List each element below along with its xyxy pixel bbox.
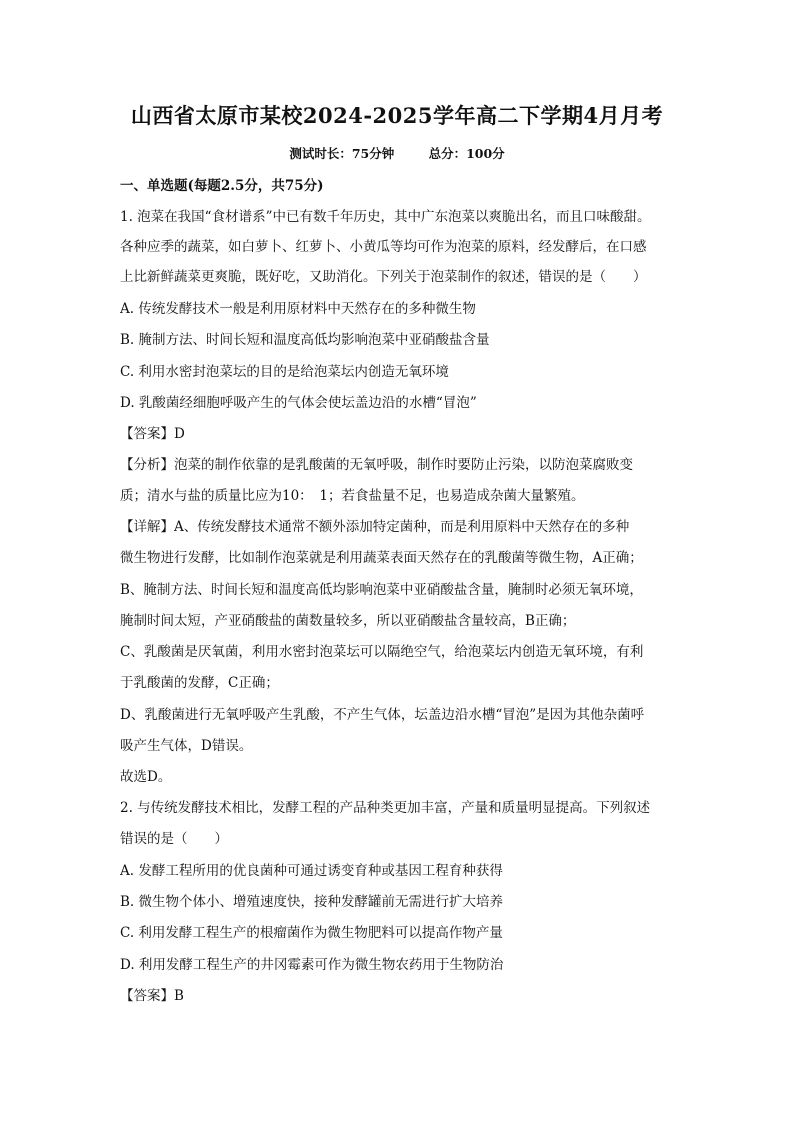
q2-option-d: D. 利用发酵工程生产的井冈霉素可作为微生物农药用于生物防治 bbox=[120, 957, 504, 973]
q1-detail-line: 【详解】A、传统发酵技术通常不额外添加特定菌种，而是利用原料中天然存在的多种 bbox=[120, 519, 630, 535]
q2-answer: 【答案】B bbox=[120, 988, 184, 1004]
q1-option-d: D. 乳酸菌经细胞呼吸产生的气体会使坛盖边沿的水槽“冒泡” bbox=[120, 395, 477, 411]
q1-stem-line: 上比新鲜蔬菜更爽脆，既好吃，又助消化。下列关于泡菜制作的叙述，错误的是（ ） bbox=[120, 269, 647, 285]
q2-stem-line: 错误的是（ ） bbox=[120, 831, 228, 847]
q2-stem-line: 2. 与传统发酵技术相比，发酵工程的产品种类更加丰富，产量和质量明显提高。下列叙述 bbox=[120, 800, 651, 816]
q1-detail-line: C、乳酸菌是厌氧菌，利用水密封泡菜坛可以隔绝空气，给泡菜坛内创造无氧环境，有利 bbox=[120, 644, 644, 660]
q1-answer: 【答案】D bbox=[120, 426, 185, 442]
q1-detail-line: 于乳酸菌的发酵，C正确； bbox=[120, 675, 279, 691]
q1-detail-line: 微生物进行发酵，比如制作泡菜就是利用蔬菜表面天然存在的乳酸菌等微生物，A正确； bbox=[120, 550, 643, 566]
q1-stem-line: 各种应季的蔬菜，如白萝卜、红萝卜、小黄瓜等均可作为泡菜的原料，经发酵后，在口感 bbox=[120, 239, 647, 255]
document-title: 山西省太原市某校2024-2025学年高二下学期4月月考 bbox=[130, 103, 664, 128]
exam-duration: 测试时长：75分钟 bbox=[289, 146, 395, 161]
exam-total-score: 总分：100分 bbox=[428, 146, 505, 161]
q2-option-b: B. 微生物个体小、增殖速度快，接种发酵罐前无需进行扩大培养 bbox=[120, 894, 504, 910]
q1-option-a: A. 传统发酵技术一般是利用原材料中天然存在的多种微生物 bbox=[120, 301, 476, 317]
q2-option-a: A. 发酵工程所用的优良菌种可通过诱变育种或基因工程育种获得 bbox=[120, 863, 503, 879]
q1-detail-line: B、腌制方法、时间长短和温度高低均影响泡菜中亚硝酸盐含量，腌制时必须无氧环境， bbox=[120, 582, 643, 598]
q1-option-c: C. 利用水密封泡菜坛的目的是给泡菜坛内创造无氧环境 bbox=[120, 364, 449, 380]
q1-analysis-line: 质；清水与盐的质量比应为10： 1；若食盐量不足，也易造成杂菌大量繁殖。 bbox=[120, 488, 585, 504]
section-heading: 一、单选题(每题2.5分，共75分) bbox=[120, 178, 324, 194]
q2-option-c: C. 利用发酵工程生产的根瘤菌作为微生物肥料可以提高作物产量 bbox=[120, 925, 503, 941]
exam-meta bbox=[0, 144, 794, 162]
q1-stem-line: 1. 泡菜在我国“食材谱系”中已有数千年历史，其中广东泡菜以爽脆出名，而且口味酸甜。 bbox=[120, 209, 651, 225]
q1-detail-line: 吸产生气体，D错误。 bbox=[120, 738, 253, 754]
q1-option-b: B. 腌制方法、时间长短和温度高低均影响泡菜中亚硝酸盐含量 bbox=[120, 332, 490, 348]
q1-detail-line: 腌制时间太短，产亚硝酸盐的菌数量较多，所以亚硝酸盐含量较高，B正确； bbox=[120, 613, 576, 629]
q1-analysis-line: 【分析】泡菜的制作依靠的是乳酸菌的无氧呼吸，制作时要防止污染，以防泡菜腐败变 bbox=[120, 457, 633, 473]
q1-detail-line: D、乳酸菌进行无氧呼吸产生乳酸，不产生气体，坛盖边沿水槽“冒泡”是因为其他杂菌呼 bbox=[120, 707, 645, 723]
q1-conclusion: 故选D。 bbox=[120, 769, 172, 785]
